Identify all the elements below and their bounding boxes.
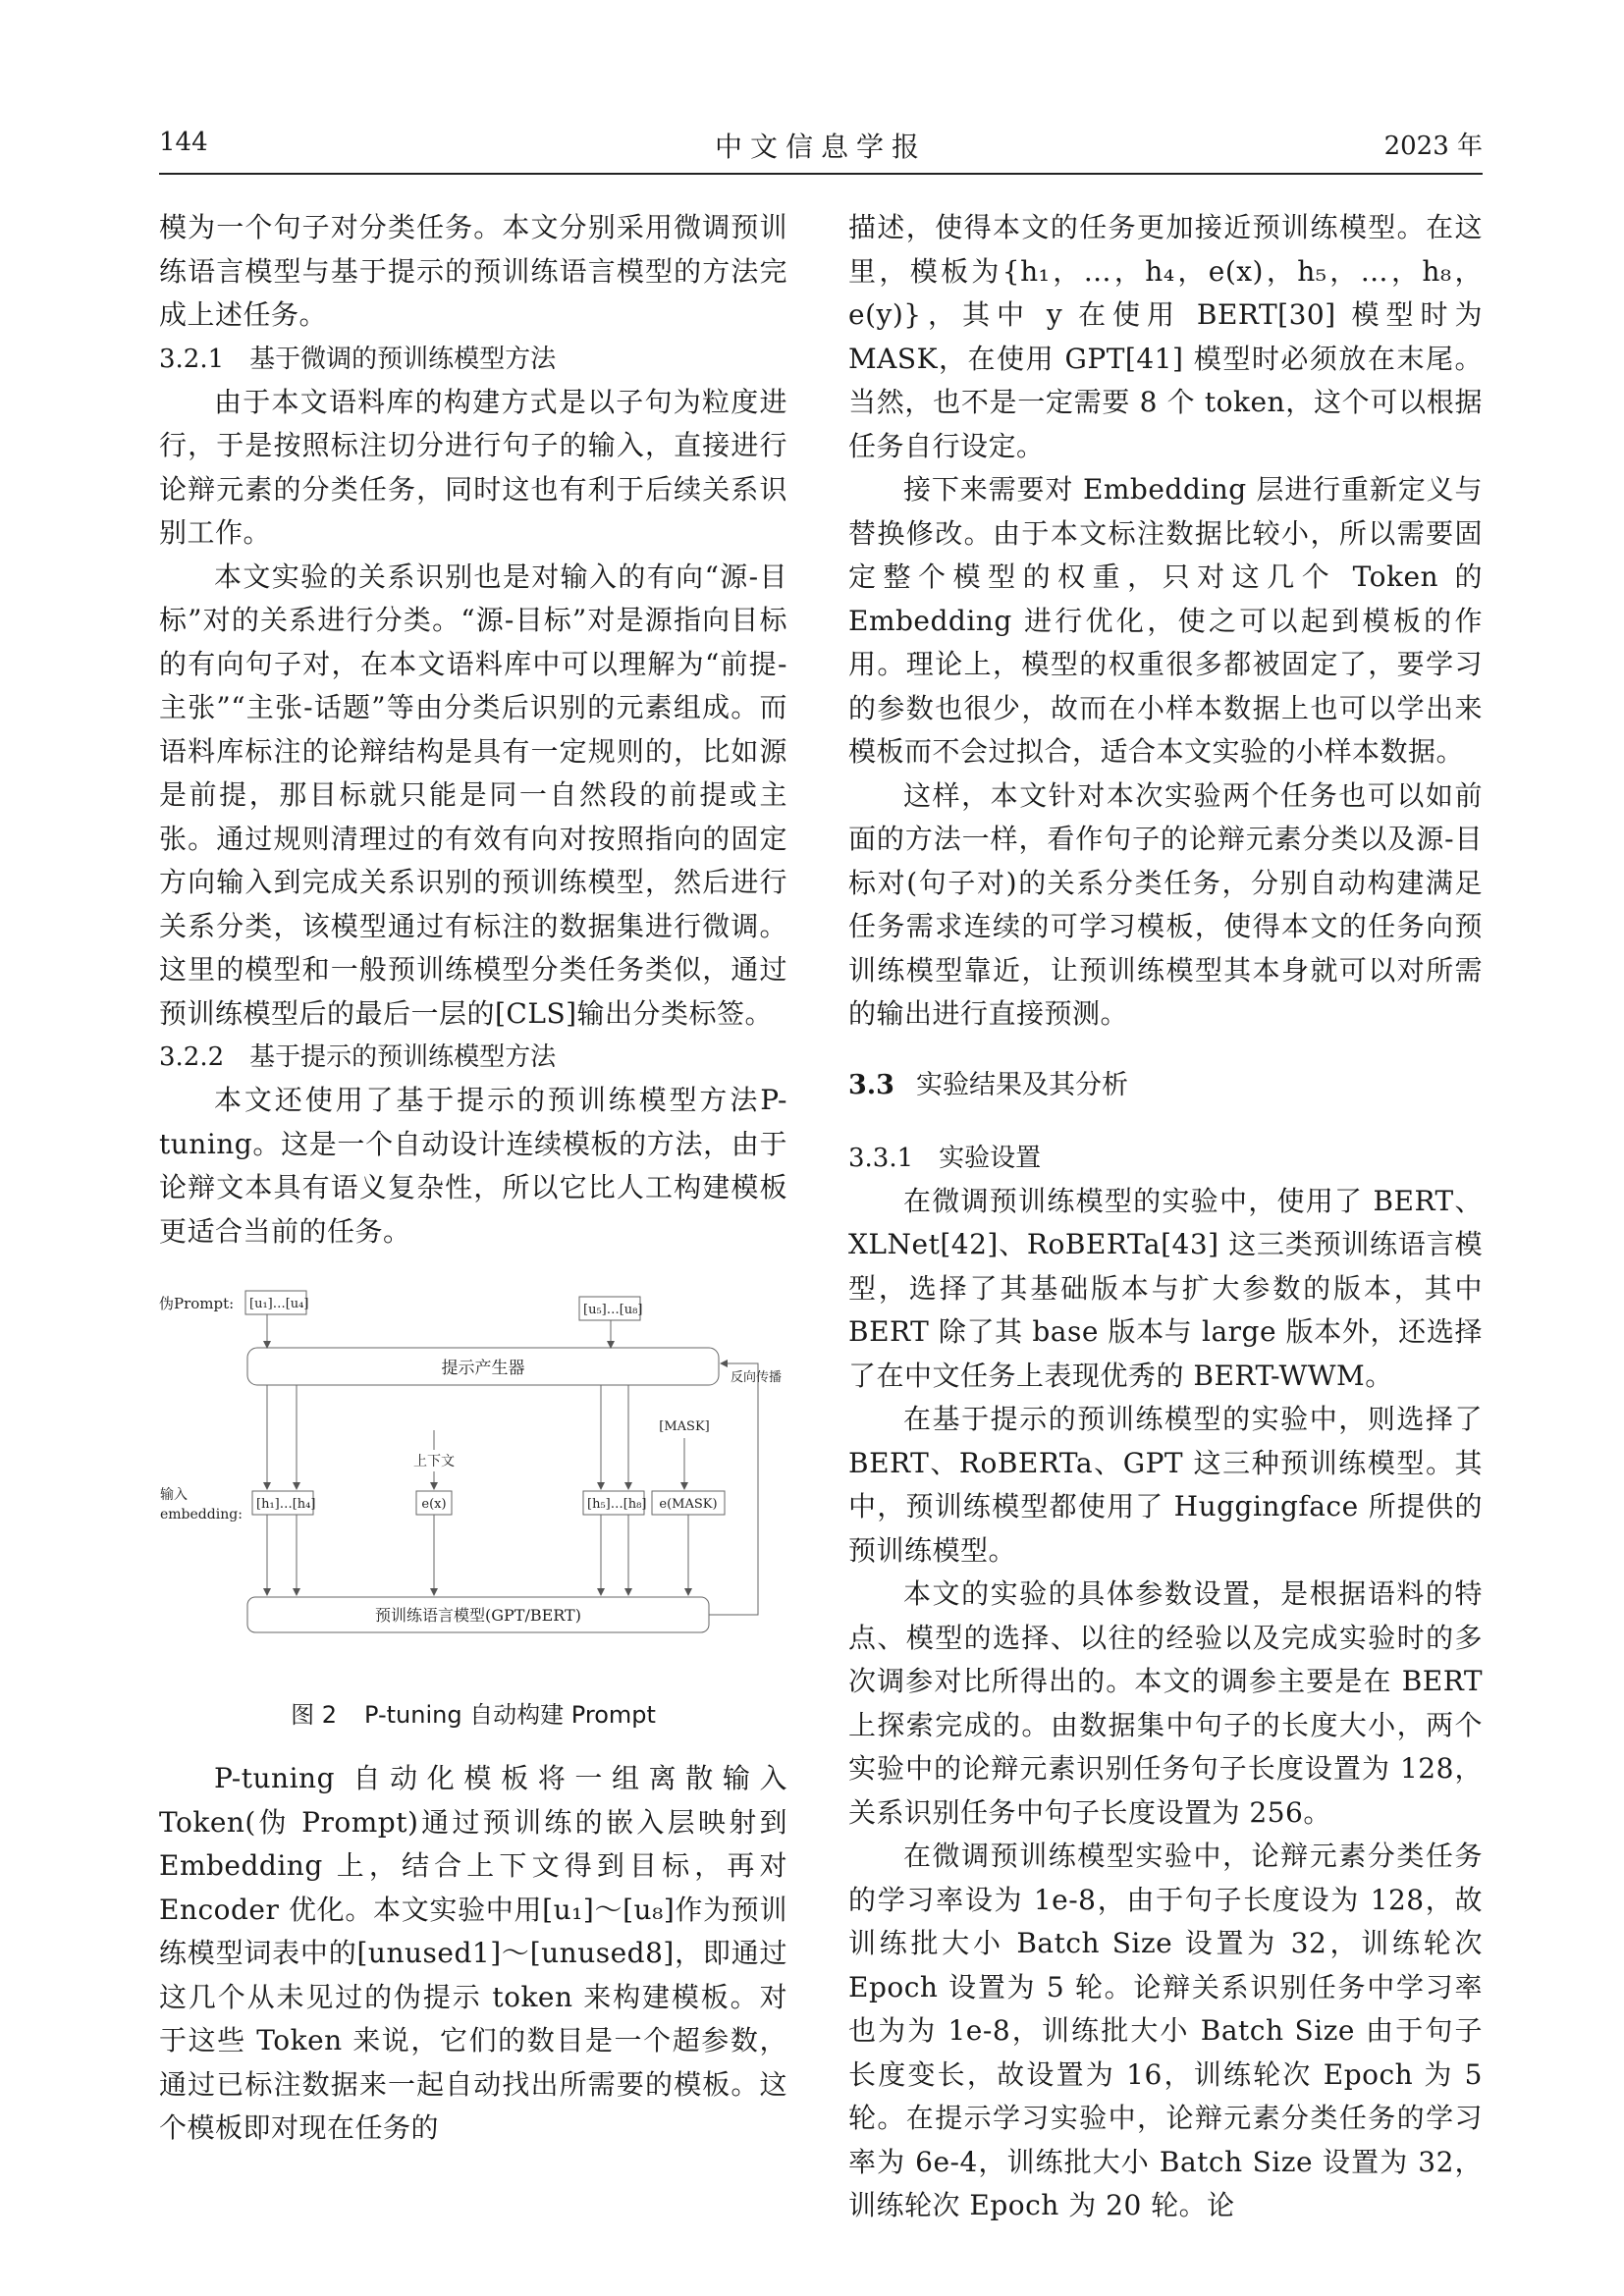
context-label: 上下文 — [413, 1454, 455, 1469]
paragraph: 在微调预训练模型的实验中，使用了 BERT、XLNet[42]、RoBERTa[43] 这三类预训练语言模型，选择了其基础版本与扩大参数的版本，其中 BERT 除了其 base 版本与 large 版本外，还选择了在中文任务上表现优秀的 BERT-WWM。 — [848, 1184, 1483, 1392]
subsection-number: 3.2.1 — [159, 344, 225, 374]
figure-caption — [159, 1695, 787, 1730]
left-column — [159, 206, 787, 2151]
paragraph: P-tuning 自动化模板将一组离散输入 Token(伪 Prompt)通过预训练的嵌入层映射到 Embedding 上，结合上下文得到目标，再对 Encoder 优化。本文实验中用[u₁]～[u₈]作为预训练模型词表中的[unused1]～[unused8]，即通过这几个从未见过的伪提示 token 来构建模板。对于这些 Token 来说，它们的数目是一个超参数，通过已标注数据来一起自动找出所需要的模板。这个模板即对现在任务的 — [159, 1762, 787, 2144]
ex-label: e(x) — [421, 1497, 447, 1512]
paragraph: 接下来需要对 Embedding 层进行重新定义与替换修改。由于本文标注数据比较小，所以需要固定整个模型的权重，只对这几个 Token 的 Embedding 进行优化，使之可以起到模板的作用。理论上，模型的权重很多都被固定了，要学习的参数也很少，故而在小样本数据上也可以学出来模板而不会过拟合，适合本文实验的小样本数据。 — [848, 473, 1483, 768]
prompt-generator-label: 提示产生器 — [441, 1359, 525, 1378]
paragraph: 模为一个句子对分类任务。本文分别采用微调预训练语言模型与基于提示的预训练语言模型的方法完成上述任务。 — [159, 211, 787, 331]
section-title: 实验结果及其分析 — [915, 1069, 1128, 1100]
backprop-arrow — [709, 1363, 758, 1615]
page-header — [159, 118, 1483, 167]
figure-p-tuning-diagram — [159, 1283, 787, 1676]
emask-label: e(MASK) — [659, 1497, 718, 1512]
pseudo-prompt-label: 伪Prompt: — [159, 1295, 235, 1312]
subsection-title: 实验设置 — [939, 1143, 1042, 1173]
mask-label: [MASK] — [659, 1419, 710, 1434]
paragraph: 描述，使得本文的任务更加接近预训练模型。在这里，模板为{h₁，…，h₄，e(x)，h₅，…，h₈，e(y)}，其中 y 在使用 BERT[30] 模型时为 MASK，在使用 GPT[41] 模型时必须放在末尾。当然，也不是一定需要 8 个 token，这个可以根据任务自行设定。 — [848, 211, 1483, 462]
paragraph: 在基于提示的预训练模型的实验中，则选择了 BERT、RoBERTa、GPT 这三种预训练模型。其中，预训练模型都使用了 Huggingface 所提供的预训练模型。 — [848, 1403, 1483, 1567]
subsection-title: 基于微调的预训练模型方法 — [249, 344, 557, 374]
publication-year: 2023 年 — [1383, 132, 1483, 161]
token-group-right: [u₅]…[u₈] — [583, 1303, 643, 1317]
paragraph: 本文的实验的具体参数设置，是根据语料的特点、模型的选择、以往的经验以及完成实验时的多次调参对比所得出的。本文的调参主要是在 BERT 上探索完成的。由数据集中句子的长度大小，两个实验中的论辩元素识别任务句子长度设置为 128，关系识别任务中句子长度设置为 256。 — [848, 1577, 1483, 1829]
figure-number: 图 2 — [291, 1701, 337, 1729]
subsection-number: 3.2.2 — [159, 1042, 225, 1072]
paragraph: 由于本文语料库的构建方式是以子句为粒度进行，于是按照标注切分进行句子的输入，直接进行论辩元素的分类任务，同时这也有利于后续关系识别工作。 — [159, 385, 787, 549]
subsection-title: 基于提示的预训练模型方法 — [249, 1042, 557, 1072]
section-heading-3-3 — [848, 1064, 1483, 1107]
header-rule — [159, 173, 1483, 175]
input-label: 输入 — [160, 1487, 188, 1503]
subsection-heading-3-2-2 — [159, 1036, 787, 1079]
subsection-heading-3-3-1 — [848, 1137, 1483, 1180]
journal-title: 中文信息学报 — [714, 131, 927, 163]
paragraph: 这样，本文针对本次实验两个任务也可以如前面的方法一样，看作句子的论辩元素分类以及源-目标对(句子对)的关系分类任务，分别自动构建满足任务需求连续的可学习模板，使得本文的任务向预训练模型靠近，让预训练模型其本身就可以对所需的输出进行直接预测。 — [848, 778, 1483, 1030]
token-group-left: [u₁]…[u₄] — [249, 1297, 309, 1311]
h-group-left: [h₁]…[h₄] — [256, 1497, 316, 1512]
page-number: 144 — [159, 128, 208, 157]
section-number: 3.3 — [848, 1069, 894, 1100]
backprop-label: 反向传播 — [731, 1370, 783, 1385]
subsection-number: 3.3.1 — [848, 1143, 914, 1173]
paragraph: 本文还使用了基于提示的预训练模型方法P-tuning。这是一个自动设计连续模板的方法，由于论辩文本具有语义复杂性，所以它比人工构建模板更适合当前的任务。 — [159, 1084, 787, 1248]
paragraph: 本文实验的关系识别也是对输入的有向“源-目标”对的关系进行分类。“源-目标”对是源指向目标的有向句子对，在本文语料库中可以理解为“前提-主张”“主张-话题”等由分类后识别的元素组成。而语料库标注的论辩结构是具有一定规则的，比如源是前提，那目标就只能是同一自然段的前提或主张。通过规则清理过的有效有向对按照指向的固定方向输入到完成关系识别的预训练模型，然后进行关系分类，该模型通过有标注的数据集进行微调。这里的模型和一般预训练模型分类任务类似，通过预训练模型后的最后一层的[CLS]输出分类标签。 — [159, 560, 787, 1030]
figure-caption-text: P-tuning 自动构建 Prompt — [364, 1701, 656, 1729]
h-group-right: [h₅]…[h₈] — [587, 1497, 647, 1512]
subsection-heading-3-2-1 — [159, 338, 787, 381]
right-column — [848, 206, 1483, 2228]
pretrained-model-label: 预训练语言模型(GPT/BERT) — [375, 1606, 581, 1625]
p-tuning-diagram — [159, 1283, 787, 1676]
paragraph: 在微调预训练模型实验中，论辩元素分类任务的学习率设为 1e-8，由于句子长度设为 128，故训练批大小 Batch Size 设置为 32，训练轮次 Epoch 设置为 5 轮。论辩关系识别任务中学习率也为为 1e-8，训练批大小 Batch Size 由于句子长度变长，故设置为 16，训练轮次 Epoch 为 5 轮。在提示学习实验中，论辩元素分类任务的学习率为 6e-4，训练批大小 Batch Size 设置为 32，训练轮次 Epoch 为 20 轮。论 — [848, 1840, 1483, 2221]
input-embedding-label: embedding: — [160, 1507, 243, 1522]
